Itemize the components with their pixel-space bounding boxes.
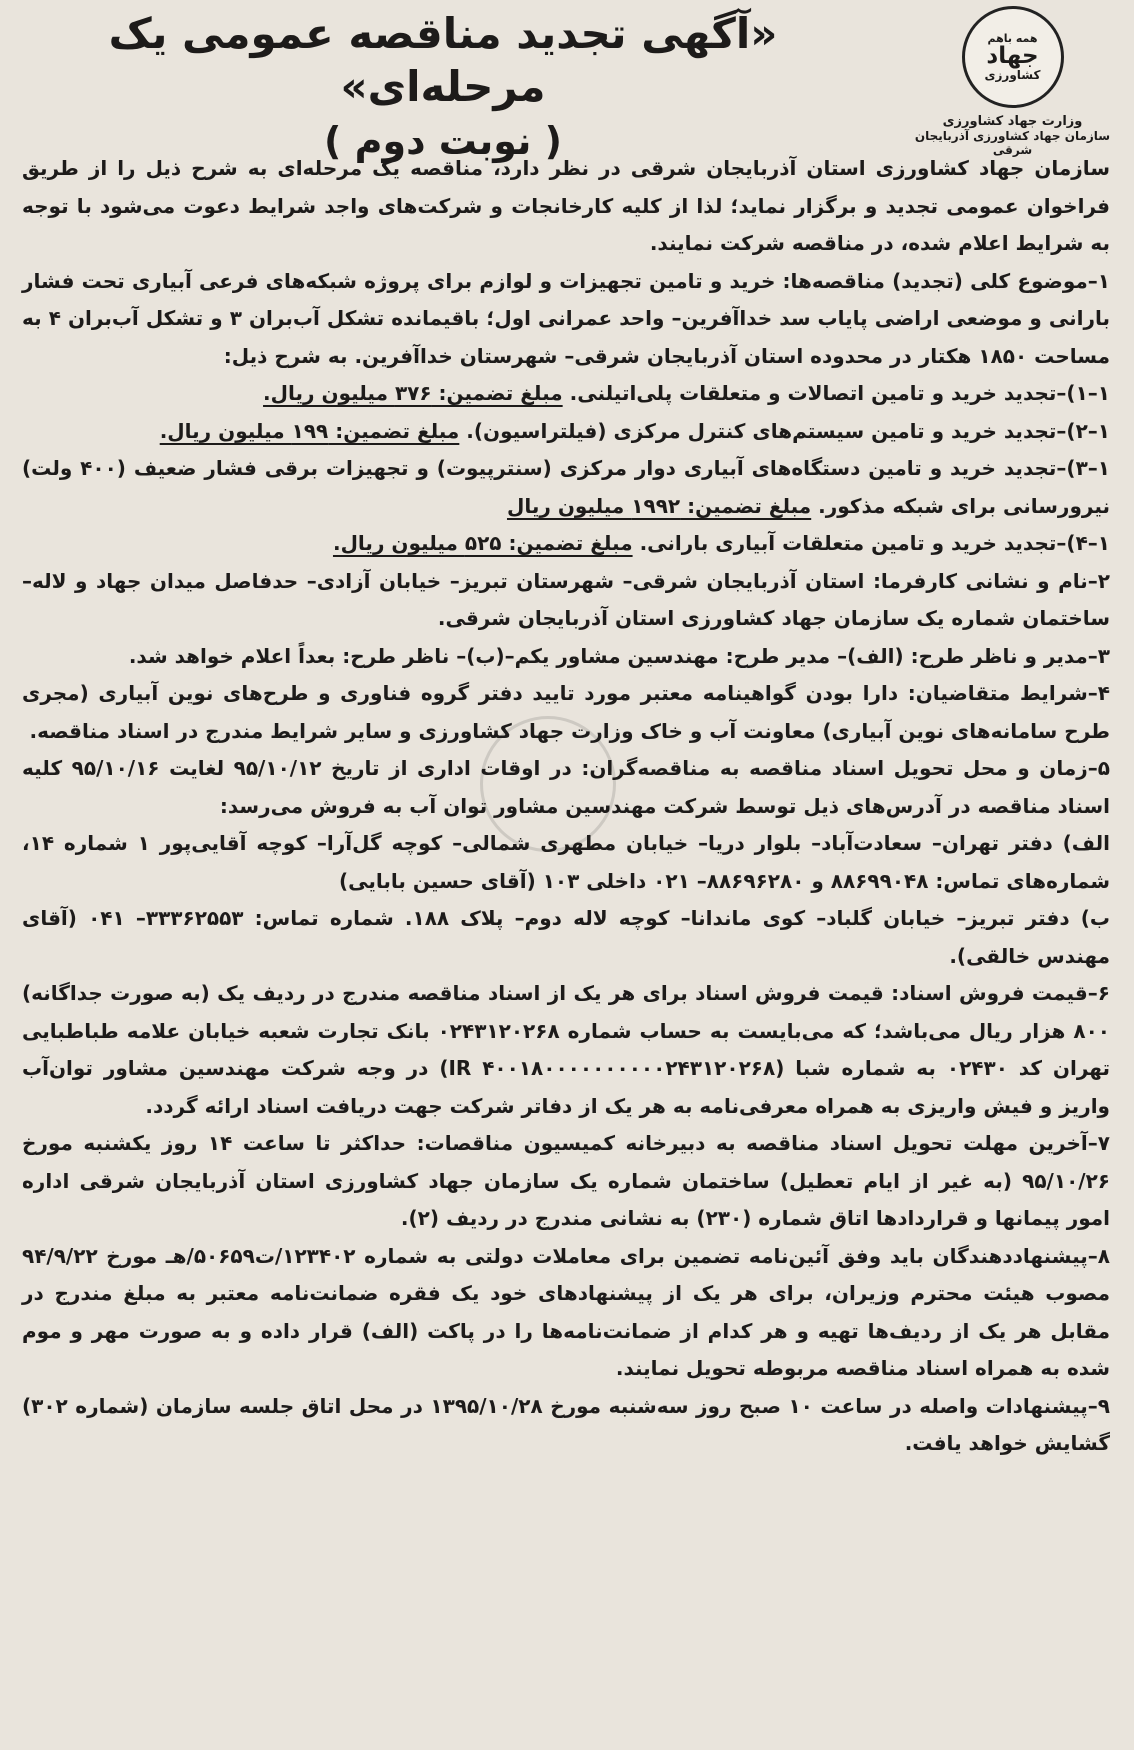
- section-1: [22, 263, 1110, 376]
- section-7: [22, 1125, 1110, 1238]
- intro-paragraph: سازمان جهاد کشاورزی استان آذربایجان شرقی در نظر دارد، مناقصه یک مرحله‌ای به شرح ذیل را از طریق فراخوان عمومی تجدید و برگزار نماید؛ لذا از کلیه کارخانجات و شرکت‌های واجد شرایط دعوت می‌شود با توجه به شرایط اعلام شده، در مناقصه شرکت نمایند.: [22, 156, 1110, 255]
- section-5-text: در اوقات اداری از تاریخ ۹۵/۱۰/۱۲ لغایت ۹۵/۱۰/۱۶ کلیه اسناد مناقصه در آدرس‌های ذیل توسط شرکت مهندسین مشاور توان آب به فروش می‌رسد:: [22, 756, 1110, 818]
- organization-name: سازمان جهاد کشاورزی آذربایجان شرقی: [914, 129, 1111, 157]
- ministry-name: وزارت جهاد کشاورزی: [942, 114, 1083, 129]
- section-1-item-1: [22, 375, 1110, 413]
- notice-subtitle: ( نوبت دوم ): [324, 119, 562, 163]
- item-2-text: ۱–۲)–تجدید خرید و تامین سیستم‌های کنترل مرکزی (فیلتراسیون).: [466, 418, 1110, 443]
- section-3-label: ۳–مدیر و ناظر طرح:: [910, 643, 1110, 668]
- section-5: [22, 750, 1110, 825]
- jahad-logo-icon: [962, 6, 1064, 108]
- section-1-label: ۱–موضوع کلی (تجدید) مناقصه‌ها:: [782, 268, 1110, 293]
- item-4-guarantee: مبلغ تضمین: ۵۲۵ میلیون ریال.: [332, 531, 633, 555]
- section-1-item-4: [22, 525, 1110, 563]
- section-3: [22, 638, 1110, 676]
- logo-sub-text: کشاورزی: [984, 68, 1041, 82]
- item-1-guarantee: مبلغ تضمین: ۳۷۶ میلیون ریال.: [263, 381, 563, 405]
- section-3-text-2: بعداً اعلام خواهد شد.: [128, 643, 336, 668]
- section-1-item-2: [22, 413, 1110, 451]
- notice-title: «آگهی تجدید مناقصه عمومی یک مرحله‌ای»: [108, 9, 778, 111]
- section-8: ۸–پیشنهاددهندگان باید وفق آئین‌نامه تضمین برای معاملات دولتی به شماره ۱۲۳۴۰۲/ت۵۰۶۵۹/هـ مورخ ۹۴/۹/۲۲ مصوب هیئت محترم وزیران، برای هر یک از پیشنهادهای خود یک فقره ضمانت‌نامه معتبر به مبلغ مندرج در مقابل هر یک از ردیف‌ها تهیه و هر کدام از ضمانت‌نامه‌ها را در پاکت (الف) قرار داده و به صورت مهر و موم شده به همراه اسناد مناقصه مربوطه تحویل نمایند.: [22, 1243, 1110, 1380]
- header-logo-block: [905, 6, 1120, 157]
- section-1-text: خرید و تامین تجهیزات و لوازم برای پروژه شبکه‌های فرعی آبیاری تحت فشار بارانی و موضعی اراضی پایاب سد خداآفرین– واحد عمرانی اول؛ باقیمانده تشکل آب‌بران ۳ و تشکل آب‌بران ۴ به مساحت ۱۸۵۰ هکتار در محدوده استان آذربایجان شرقی– شهرستان خداآفرین. به شرح ذیل:: [22, 268, 1110, 368]
- section-7-text: حداکثر تا ساعت ۱۴ روز یکشنبه مورخ ۹۵/۱۰/۲۶ (به غیر از ایام تعطیل) ساختمان شماره یک سازمان جهاد کشاورزی استان آذربایجان شرقی اداره امور پیمانها و قراردادها اتاق شماره (۲۳۰) به نشانی مندرج در ردیف (۲).: [22, 1131, 1110, 1230]
- section-6-text: قیمت فروش اسناد برای هر یک از اسناد مناقصه مندرج در ردیف یک (به صورت جداگانه) ۸۰۰ هزار ریال می‌باشد؛ که می‌بایست به حساب شماره ۰۲۴۳۱۲۰۲۶۸ بانک تجارت شعبه خیابان علامه طباطبایی تهران کد ۰۲۴۳۰ به شماره شبا (IR ۴۰۰۱۸۰۰۰۰۰۰۰۰۰۰۲۴۳۱۲۰۲۶۸) در وجه شرکت مهندسین مشاور توان‌آب واریز و فیش واریزی به همراه معرفی‌نامه به هر یک از دفاتر شرکت جهت دریافت اسناد ارائه گردد.: [22, 981, 1110, 1118]
- section-2-text: استان آذربایجان شرقی– شهرستان تبریز– خیابان آزادی– حدفاصل میدان جهاد و لاله– ساختمان شماره یک سازمان جهاد کشاورزی استان آذربایجان شرقی.: [22, 568, 1110, 630]
- section-2: [22, 563, 1110, 638]
- section-4: [22, 675, 1110, 750]
- logo-motto: همه باهم: [987, 32, 1038, 45]
- item-4-text: ۱–۴)–تجدید خرید و تامین متعلقات آبیاری بارانی.: [639, 531, 1110, 555]
- section-3-label-2: ناظر طرح:: [342, 643, 450, 668]
- section-6: [22, 975, 1110, 1125]
- item-1-text: ۱–۱)–تجدید خرید و تامین اتصالات و متعلقات پلی‌اتیلنی.: [569, 381, 1110, 405]
- section-7-label: ۷–آخرین مهلت تحویل اسناد مناقصه به دبیرخانه کمیسیون مناقصات:: [416, 1131, 1110, 1155]
- section-2-label: ۲–نام و نشانی کارفرما:: [872, 568, 1110, 593]
- section-5-label: ۵–زمان و محل تحویل اسناد مناقصه به مناقصه‌گران:: [581, 756, 1110, 780]
- item-3-guarantee: مبلغ تضمین: ۱۹۹۲ میلیون ریال: [506, 493, 812, 518]
- section-4-label: ۴–شرایط متقاضیان:: [907, 681, 1111, 705]
- notice-body: [22, 150, 1110, 1463]
- item-2-guarantee: مبلغ تضمین: ۱۹۹ میلیون ریال.: [159, 418, 460, 443]
- title-block: [18, 8, 868, 166]
- section-3-text: (الف)– مدیر طرح: مهندسین مشاور یکم–(ب)–: [456, 643, 904, 668]
- section-9: ۹–پیشنهادات واصله در ساعت ۱۰ صبح روز سه‌شنبه مورخ ۱۳۹۵/۱۰/۲۸ در محل اتاق جلسه سازمان (شماره ۳۰۲) گشایش خواهد یافت.: [22, 1393, 1111, 1455]
- section-6-label: ۶–قیمت فروش اسناد:: [891, 981, 1110, 1005]
- logo-main-text: جهاد: [986, 43, 1039, 69]
- section-1-item-3: [22, 450, 1110, 525]
- item-3-text: ۱–۳)–تجدید خرید و تامین دستگاه‌های آبیاری دوار مرکزی (سنترپیوت) و تجهیزات برقی فشار ضعیف (۴۰۰ ولت) نیرورسانی برای شبکه مذکور.: [22, 456, 1110, 518]
- section-5-address-b: ب) دفتر تبریز– خیابان گلباد– کوی ماندانا– کوچه لاله دوم– پلاک ۱۸۸. شماره تماس: ۳۳۳۶۲۵۵۳– ۰۴۱ (آقای مهندس خالقی).: [22, 906, 1110, 968]
- section-4-text: دارا بودن گواهینامه معتبر مورد تایید دفتر گروه فناوری و طرح‌های نوین آبیاری (مجری طرح سامانه‌های نوین آبیاری) معاونت آب و خاک وزارت جهاد کشاورزی و سایر شرایط مندرج در اسناد مناقصه.: [22, 681, 1110, 743]
- section-5-address-a: الف) دفتر تهران– سعادت‌آباد– بلوار دریا– خیابان مطهری شمالی– کوچه گل‌آرا– کوچه آقایی‌پور ۱ شماره ۱۴، شماره‌های تماس: ۸۸۶۹۹۰۴۸ و ۸۸۶۹۶۲۸۰– ۰۲۱ داخلی ۱۰۳ (آقای حسین بابایی): [22, 831, 1110, 893]
